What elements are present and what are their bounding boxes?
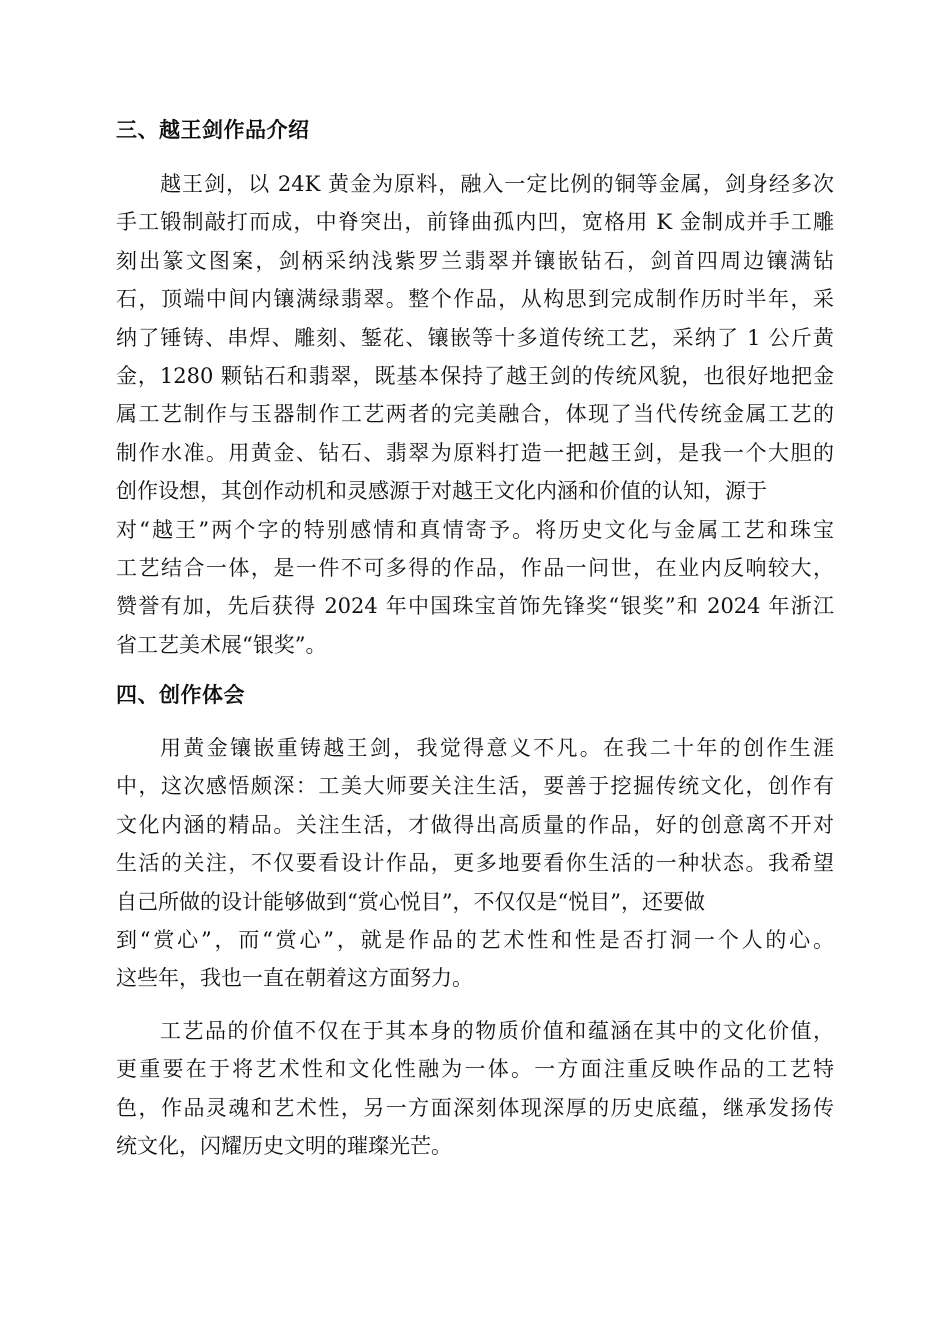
text-line: 中，这次感悟颇深：工美大师要关注生活，要善于挖掘传统文化，创作有 — [116, 774, 834, 799]
text-line: 这些年，我也一直在朝着这方面努力。 — [116, 966, 473, 991]
section-heading-yuewang-sword: 三、越王剑作品介绍 — [116, 117, 310, 142]
text-line: 刻出篆文图案，剑柄采纳浅紫罗兰翡翠并镶嵌钻石，剑首四周边镶满钻 — [116, 248, 834, 273]
text-line: 更重要在于将艺术性和文化性融为一体。一方面注重反映作品的工艺特 — [116, 1057, 834, 1082]
text-line: 工艺结合一体，是一件不可多得的作品，作品一问世，在业内反响较大， — [116, 555, 834, 580]
paragraph-creative-reflection — [116, 729, 834, 998]
paragraph-sword-introduction — [116, 165, 834, 664]
text-line: 省工艺美术展“银奖”。 — [116, 632, 327, 657]
text-line: 对“越王”两个字的特别感情和真情寄予。将历史文化与金属工艺和珠宝 — [116, 517, 834, 542]
text-line: 越王剑，以 24K 黄金为原料，融入一定比例的铜等金属，剑身经多次 — [160, 172, 834, 196]
text-line: 金，1280 颗钻石和翡翠，既基本保持了越王剑的传统风貌，也很好地把金 — [116, 363, 834, 388]
text-line: 生活的关注，不仅要看设计作品，更多地要看你生活的一种状态。我希望 — [116, 851, 834, 876]
text-line: 用黄金镶嵌重铸越王剑，我觉得意义不凡。在我二十年的创作生涯 — [160, 736, 834, 760]
text-line: 手工锻制敲打而成，中脊突出，前锋曲孤内凹，宽格用 K 金制成并手工雕 — [116, 210, 834, 235]
section-heading-creative-experience: 四、创作体会 — [116, 682, 245, 707]
text-line: 纳了锤铸、串焊、雕刻、錾花、镶嵌等十多道传统工艺，采纳了 1 公斤黄 — [116, 325, 834, 350]
text-line: 创作设想，其创作动机和灵感源于对越王文化内涵和价值的认知，源于 — [116, 479, 767, 504]
text-line: 文化内涵的精品。关注生活，才做得出高质量的作品，好的创意离不开对 — [116, 812, 834, 837]
text-line: 到“赏心”，而“赏心”，就是作品的艺术性和性是否打洞一个人的心。 — [116, 927, 834, 952]
text-line: 赞誉有加，先后获得 2024 年中国珠宝首饰先锋奖“银奖”和 2024 年浙江 — [116, 594, 834, 619]
text-line: 石，顶端中间内镶满绿翡翠。整个作品，从构思到完成制作历时半年，采 — [116, 287, 834, 312]
text-line: 色，作品灵魂和艺术性，另一方面深刻体现深厚的历史底蕴，继承发扬传 — [116, 1095, 834, 1120]
text-line: 属工艺制作与玉器制作工艺两者的完美融合，体现了当代传统金属工艺的 — [116, 402, 834, 427]
text-line: 统文化，闪耀历史文明的璀璨光芒。 — [116, 1134, 452, 1159]
text-line: 制作水准。用黄金、钻石、翡翠为原料打造一把越王剑，是我一个大胆的 — [116, 440, 834, 465]
text-line: 自己所做的设计能够做到“赏心悦目”，不仅仅是“悦目”，还要做 — [116, 889, 705, 914]
paragraph-artwork-value — [116, 1012, 834, 1166]
text-line: 工艺品的价值不仅在于其本身的物质价值和蕴涵在其中的文化价值， — [160, 1019, 834, 1043]
